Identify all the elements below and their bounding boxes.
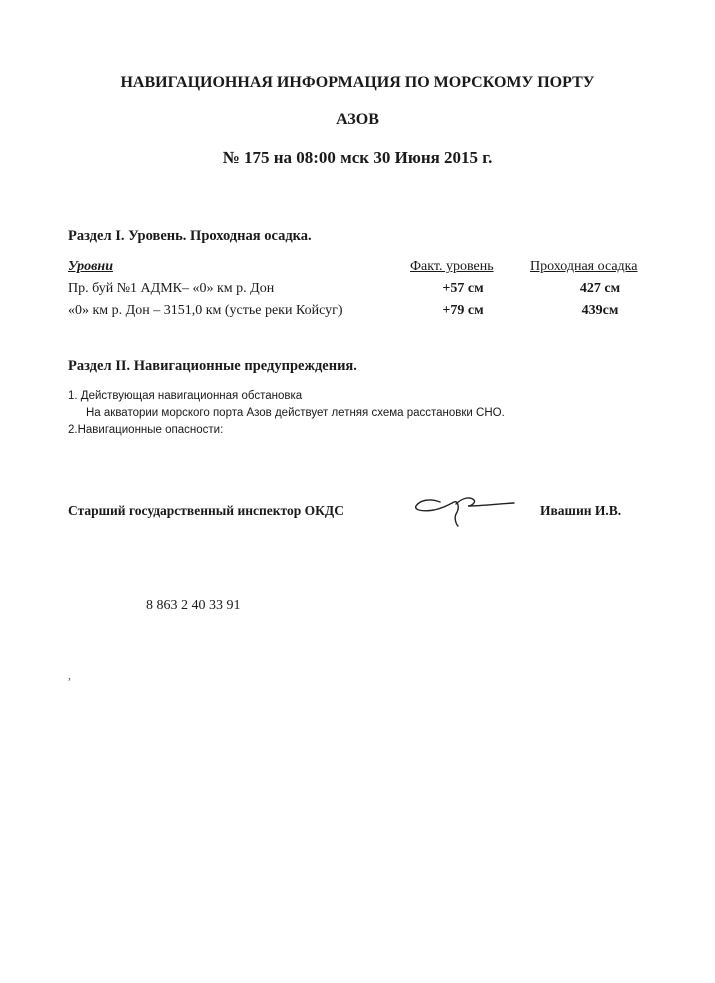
column-header-levels: Уровни — [68, 259, 113, 274]
row-2-draft: 439см — [581, 303, 619, 318]
contact-phone: 8 863 2 40 33 91 — [146, 598, 241, 613]
signer-position: Старший государственный инспектор ОКДС — [68, 503, 344, 518]
row-2-fact: +79 см — [442, 303, 484, 318]
column-header-fact-level: Факт. уровень — [410, 259, 494, 274]
port-name: АЗОВ — [336, 111, 379, 128]
signer-name: Ивашин И.В. — [540, 503, 622, 518]
section1-title: Раздел I. Уровень. Проходная осадка. — [68, 228, 312, 244]
row-1-draft: 427 см — [579, 281, 621, 296]
row-2-name: «0» км р. Дон – 3151,0 км (устье реки Койсуг) — [68, 303, 343, 318]
section2-title: Раздел II. Навигационные предупреждения. — [68, 358, 357, 374]
bulletin-number: № 175 на 08:00 мск 30 Июня 2015 г. — [222, 148, 493, 167]
document-title: НАВИГАЦИОННАЯ ИНФОРМАЦИЯ ПО МОРСКОМУ ПОРТУ — [120, 74, 595, 91]
signature-icon — [410, 488, 520, 528]
warning-item-2: 2.Навигационные опасности: — [68, 424, 224, 436]
column-header-draft: Проходная осадка — [530, 259, 638, 274]
warning-item-1-detail: На акватории морского порта Азов действует летняя схема расстановки СНО. — [86, 407, 505, 419]
row-1-name: Пр. буй №1 АДМК– «0» км р. Дон — [68, 281, 275, 296]
stray-mark: , — [68, 668, 71, 682]
warning-item-1: 1. Действующая навигационная обстановка — [68, 390, 303, 402]
row-1-fact: +57 см — [442, 281, 484, 296]
